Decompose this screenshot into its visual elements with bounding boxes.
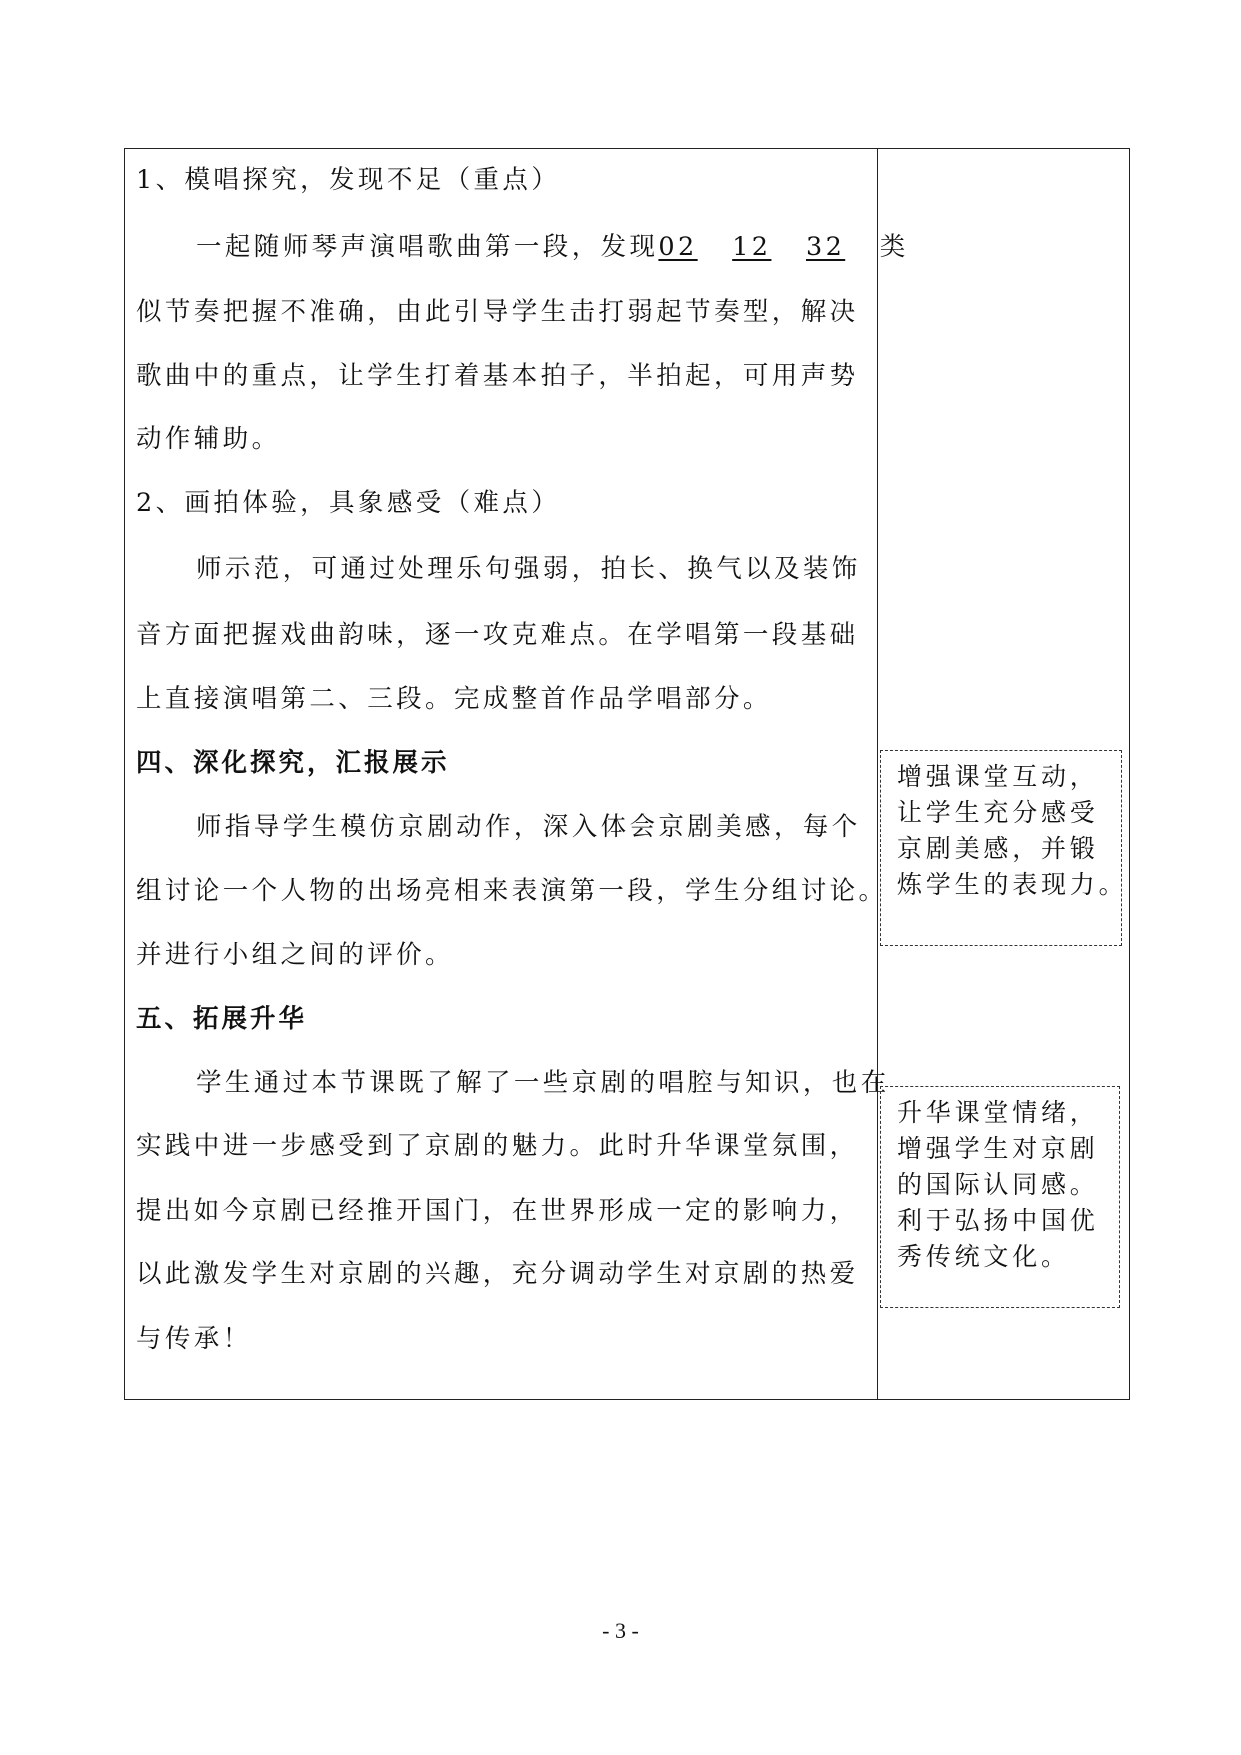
p1-line-2: 似节奏把握不准确，由此引导学生击打弱起节奏型，解决 xyxy=(136,297,859,327)
note2-line-3: 的国际认同感。 xyxy=(897,1170,1099,1199)
p2-heading: 2、画拍体验，具象感受（难点） xyxy=(136,488,561,518)
column-divider xyxy=(877,148,878,1400)
p1-line1-text: 一起随师琴声演唱歌曲第一段，发现 xyxy=(196,232,659,262)
note2-line-4: 利于弘扬中国优 xyxy=(897,1206,1099,1235)
rhythm-3: 32 xyxy=(805,232,846,262)
s5-line-3: 提出如今京剧已经推开国门，在世界形成一定的影响力， xyxy=(136,1196,859,1226)
p2-line-3: 上直接演唱第二、三段。完成整首作品学唱部分。 xyxy=(136,684,772,714)
p1-line-4: 动作辅助。 xyxy=(136,424,281,454)
s5-line-2: 实践中进一步感受到了京剧的魅力。此时升华课堂氛围， xyxy=(136,1131,859,1161)
note1-line-2: 让学生充分感受 xyxy=(897,798,1099,827)
note1-line-3: 京剧美感，并锻 xyxy=(897,834,1099,863)
p2-line-1: 师示范，可通过处理乐句强弱，拍长、换气以及装饰 xyxy=(196,554,861,584)
s4-line-2: 组讨论一个人物的出场亮相来表演第一段，学生分组讨论。 xyxy=(136,876,888,906)
note1-line-4: 炼学生的表现力。 xyxy=(897,870,1128,899)
note-box-2 xyxy=(880,1086,1120,1308)
rhythm-2: 12 xyxy=(732,232,772,262)
s4-line-1: 师指导学生模仿京剧动作，深入体会京剧美感，每个 xyxy=(196,812,861,842)
note1-line-1: 增强课堂互动， xyxy=(897,762,1099,791)
p1-line1-end: 类 xyxy=(879,232,909,262)
rhythm-1: 02 xyxy=(658,232,698,262)
page-number: - 3 - xyxy=(602,1618,639,1643)
s5-line-1: 学生通过本节课既了解了一些京剧的唱腔与知识，也在 xyxy=(196,1068,890,1098)
p1-line-1 xyxy=(196,232,926,262)
note2-line-5: 秀传统文化。 xyxy=(897,1242,1070,1271)
s5-heading: 五、拓展升华 xyxy=(136,1004,308,1034)
note-box-1 xyxy=(880,750,1128,946)
note2-line-2: 增强学生对京剧 xyxy=(897,1134,1099,1163)
note2-line-1: 升华课堂情绪， xyxy=(897,1098,1099,1127)
p1-line-3: 歌曲中的重点，让学生打着基本拍子，半拍起，可用声势 xyxy=(136,361,859,391)
p1-heading: 1、模唱探究，发现不足（重点） xyxy=(136,165,561,195)
s4-line-3: 并进行小组之间的评价。 xyxy=(136,940,454,970)
p2-line-2: 音方面把握戏曲韵味，逐一攻克难点。在学唱第一段基础 xyxy=(136,620,859,650)
s4-heading: 四、深化探究，汇报展示 xyxy=(136,748,450,778)
s5-line-4: 以此激发学生对京剧的兴趣，充分调动学生对京剧的热爱 xyxy=(136,1259,859,1289)
s5-line-5: 与传承！ xyxy=(136,1324,252,1354)
